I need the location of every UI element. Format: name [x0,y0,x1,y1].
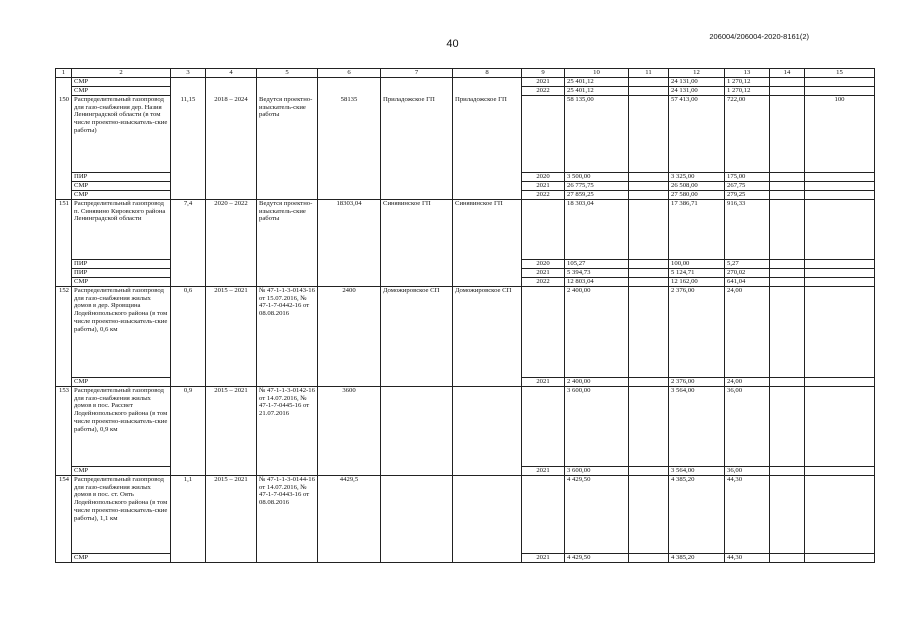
work-type-cell: СМР [72,78,171,87]
value-cell-10: 27 859,25 [565,191,629,200]
year-cell: 2022 [522,278,565,287]
customer-name [453,387,522,476]
year-cell: 2021 [522,182,565,191]
total-value-11 [629,200,669,260]
year-cell: 2021 [522,467,565,476]
value-cell-12: 3 325,00 [669,173,725,182]
value-cell-13: 44,30 [725,554,770,563]
value-cell-14 [770,278,805,287]
total-value-12: 57 413,00 [669,96,725,173]
value-cell-13: 175,00 [725,173,770,182]
value-cell-13: 1 270,12 [725,87,770,96]
value-cell-13: 279,25 [725,191,770,200]
permit-doc: № 47-1-1-3-0144-16 от 14.07.2016, № 47-1-7-0443-16 от 08.08.2016 [257,476,318,563]
total-value-13: 44,30 [725,476,770,554]
total-value-10: 58 135,00 [565,96,629,173]
value-cell-11 [629,278,669,287]
object-name: Распределительный газопровод для газо-снабжения жилых домов в пос. ст. Оять Лодейнопольского района (в том числе проектно-изыскатель-ские работы), 1,1 км [72,476,171,554]
total-value-15 [805,287,875,378]
year-cell: 2022 [522,191,565,200]
period: 2020 – 2022 [206,200,257,287]
total-value-13: 24,00 [725,287,770,378]
value-cell-12: 3 564,00 [669,467,725,476]
customer-name: Синявинское ГП [453,200,522,287]
header-cell-6: 6 [318,69,381,78]
customer-name: Приладожское ГП [453,96,522,200]
total-value-15: 100 [805,96,875,173]
data-table [55,68,875,563]
value-cell-10: 12 803,04 [565,278,629,287]
value-cell-14 [770,191,805,200]
empty-cell [257,78,318,87]
total-value-15 [805,200,875,260]
object-name: Распределительный газопровод для газо-снабжения жилых домов в пос. Рассвет Лодейнопольского района (в том числе проектно-изыскатель-ские работы), 0,9 км [72,387,171,467]
value-cell-14 [770,87,805,96]
total-value-14 [770,476,805,554]
total-value-12: 17 386,71 [669,200,725,260]
work-type-cell: СМР [72,554,171,563]
value-cell-13: 1 270,12 [725,78,770,87]
header-cell-3: 3 [171,69,206,78]
value-cell-11 [629,191,669,200]
value-cell-13: 267,75 [725,182,770,191]
value-cell-13: 641,04 [725,278,770,287]
row-number: 153 [56,387,72,476]
year-cell [522,476,565,554]
total-value-14 [770,387,805,467]
settlement-name [381,476,453,563]
empty-cell [206,87,257,96]
table-container [55,68,874,563]
total-value-14 [770,96,805,173]
length-km: 0,6 [171,287,206,387]
total-value-13: 916,33 [725,200,770,260]
total-value-13: 722,00 [725,96,770,173]
empty-cell [381,87,453,96]
header-cell-9: 9 [522,69,565,78]
cost-value: 58135 [318,96,381,200]
row-number: 154 [56,476,72,563]
value-cell-15 [805,467,875,476]
year-cell: 2022 [522,87,565,96]
total-value-14 [770,287,805,378]
total-value-10: 4 429,50 [565,476,629,554]
header-cell-7: 7 [381,69,453,78]
value-cell-11 [629,78,669,87]
empty-cell [453,78,522,87]
work-type-cell: СМР [72,87,171,96]
total-value-11 [629,387,669,467]
value-cell-12: 5 124,71 [669,269,725,278]
total-value-11 [629,96,669,173]
row-number: 152 [56,287,72,387]
value-cell-13: 5,27 [725,260,770,269]
year-cell: 2021 [522,78,565,87]
value-cell-10: 2 400,00 [565,378,629,387]
total-value-13: 36,00 [725,387,770,467]
value-cell-10: 5 394,73 [565,269,629,278]
value-cell-10: 3 600,00 [565,467,629,476]
header-cell-11: 11 [629,69,669,78]
year-cell: 2020 [522,173,565,182]
value-cell-12: 24 131,00 [669,78,725,87]
value-cell-11 [629,269,669,278]
document-code: 206004/206004-2020-8161(2) [709,32,809,41]
header-cell-12: 12 [669,69,725,78]
value-cell-12: 24 131,00 [669,87,725,96]
value-cell-15 [805,554,875,563]
period: 2018 – 2024 [206,96,257,200]
value-cell-15 [805,260,875,269]
page-number: 40 [446,38,459,50]
value-cell-10: 105,27 [565,260,629,269]
row-number: 151 [56,200,72,287]
total-value-15 [805,476,875,554]
value-cell-13: 24,00 [725,378,770,387]
value-cell-12: 100,00 [669,260,725,269]
value-cell-15 [805,182,875,191]
total-value-14 [770,200,805,260]
entry-row [56,387,875,467]
permit-doc: Ведутся проектно-изыскатель-ские работы [257,200,318,287]
total-value-10: 2 400,00 [565,287,629,378]
work-type-cell: ПИР [72,269,171,278]
header-cell-1: 1 [56,69,72,78]
object-name: Распределительный газопровод для газо-снабжения жилых домов в дер. Яровщина Лодейнопольского района (в том числе проектно-изыскатель-ские работы), 0,6 км [72,287,171,378]
year-cell: 2020 [522,260,565,269]
value-cell-14 [770,378,805,387]
length-km: 7,4 [171,200,206,287]
object-name: Распределительный газопровод п. Синявино Кировского района Ленинградской области [72,200,171,260]
settlement-name: Доможировское СП [381,287,453,387]
header-cell-15: 15 [805,69,875,78]
header-cell-10: 10 [565,69,629,78]
total-value-10: 3 600,00 [565,387,629,467]
empty-cell [257,87,318,96]
continuation-row [56,87,875,96]
year-cell [522,200,565,260]
header-cell-8: 8 [453,69,522,78]
header-cell-4: 4 [206,69,257,78]
entry-row [56,476,875,554]
empty-cell [206,78,257,87]
work-type-cell: СМР [72,191,171,200]
total-value-12: 3 564,00 [669,387,725,467]
value-cell-12: 2 376,00 [669,378,725,387]
header-row [56,69,875,78]
total-value-12: 4 385,20 [669,476,725,554]
value-cell-10: 3 500,00 [565,173,629,182]
header-cell-2: 2 [72,69,171,78]
header-cell-14: 14 [770,69,805,78]
settlement-name: Приладожское ГП [381,96,453,200]
value-cell-15 [805,173,875,182]
value-cell-14 [770,260,805,269]
work-type-cell: СМР [72,278,171,287]
continuation-row [56,78,875,87]
value-cell-10: 25 401,12 [565,78,629,87]
entry-row [56,200,875,260]
value-cell-12: 27 580,00 [669,191,725,200]
empty-cell [171,78,206,87]
num-cell [56,78,72,87]
value-cell-11 [629,87,669,96]
value-cell-11 [629,554,669,563]
permit-doc: Ведутся проектно-изыскатель-ские работы [257,96,318,200]
header-cell-13: 13 [725,69,770,78]
value-cell-15 [805,378,875,387]
value-cell-15 [805,191,875,200]
year-cell [522,287,565,378]
value-cell-14 [770,173,805,182]
cost-value: 4429,5 [318,476,381,563]
permit-doc: № 47-1-1-3-0142-16 от 14.07.2016, № 47-1-7-0445-16 от 21.07.2016 [257,387,318,476]
value-cell-14 [770,467,805,476]
year-cell: 2021 [522,554,565,563]
total-value-15 [805,387,875,467]
value-cell-10: 26 775,75 [565,182,629,191]
work-type-cell: СМР [72,378,171,387]
value-cell-14 [770,554,805,563]
year-cell: 2021 [522,269,565,278]
value-cell-10: 25 401,12 [565,87,629,96]
value-cell-12: 4 385,20 [669,554,725,563]
permit-doc: № 47-1-1-3-0143-16 от 15.07.2016, № 47-1-7-0442-16 от 08.08.2016 [257,287,318,387]
settlement-name [381,387,453,476]
empty-cell [318,87,381,96]
empty-cell [453,87,522,96]
total-value-10: 18 303,04 [565,200,629,260]
value-cell-11 [629,378,669,387]
value-cell-11 [629,173,669,182]
value-cell-15 [805,87,875,96]
row-number: 150 [56,96,72,200]
value-cell-14 [770,78,805,87]
value-cell-15 [805,269,875,278]
period: 2015 – 2021 [206,387,257,476]
value-cell-13: 270,02 [725,269,770,278]
value-cell-13: 36,00 [725,467,770,476]
year-cell: 2021 [522,378,565,387]
total-value-11 [629,287,669,378]
entry-row [56,287,875,378]
work-type-cell: ПИР [72,173,171,182]
entry-row [56,96,875,173]
work-type-cell: ПИР [72,260,171,269]
value-cell-10: 4 429,50 [565,554,629,563]
length-km: 1,1 [171,476,206,563]
empty-cell [171,87,206,96]
value-cell-11 [629,182,669,191]
work-type-cell: СМР [72,467,171,476]
value-cell-14 [770,269,805,278]
settlement-name: Синявинское ГП [381,200,453,287]
year-cell [522,387,565,467]
total-value-12: 2 376,00 [669,287,725,378]
work-type-cell: СМР [72,182,171,191]
value-cell-11 [629,260,669,269]
length-km: 0,9 [171,387,206,476]
cost-value: 18303,04 [318,200,381,287]
cost-value: 3600 [318,387,381,476]
header-cell-5: 5 [257,69,318,78]
total-value-11 [629,476,669,554]
value-cell-12: 26 508,00 [669,182,725,191]
period: 2015 – 2021 [206,476,257,563]
empty-cell [381,78,453,87]
length-km: 11,15 [171,96,206,200]
year-cell [522,96,565,173]
value-cell-12: 12 162,00 [669,278,725,287]
customer-name [453,476,522,563]
value-cell-14 [770,182,805,191]
customer-name: Доможировское СП [453,287,522,387]
cost-value: 2400 [318,287,381,387]
period: 2015 – 2021 [206,287,257,387]
empty-cell [318,78,381,87]
num-cell [56,87,72,96]
object-name: Распределительный газопровод для газо-снабжения дер. Назия Ленинградской области (в том числе проектно-изыскатель-ские работы) [72,96,171,173]
value-cell-15 [805,78,875,87]
value-cell-11 [629,467,669,476]
value-cell-15 [805,278,875,287]
